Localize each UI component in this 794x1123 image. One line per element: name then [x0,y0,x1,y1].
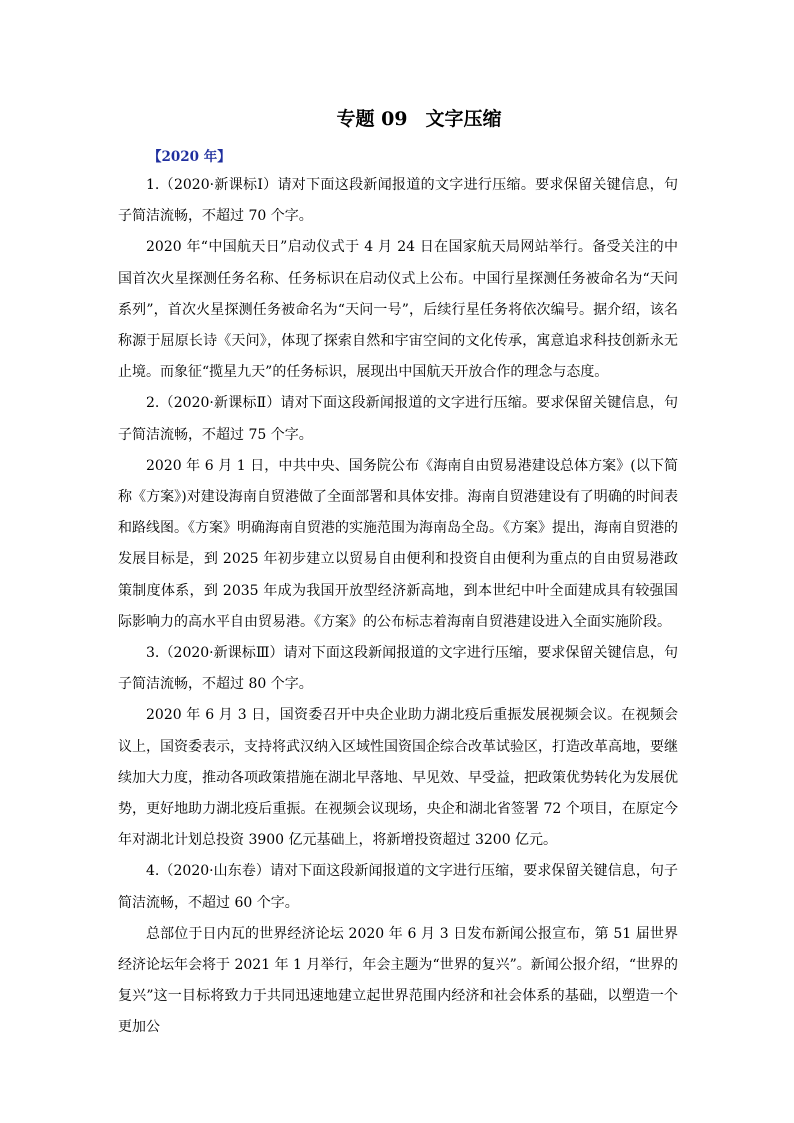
title-name: 文字压缩 [425,108,502,130]
document-body [118,170,678,1044]
question-3-passage: 2020 年 6 月 3 日，国资委召开中央企业助力湖北疫后重振发展视频会议。在视频会议上，国资委表示，支持将武汉纳入区域性国资国企综合改革试验区，打造改革高地，要继续加大力度，推动各项政策措施在湖北早落地、早见效、早受益，把政策优势转化为发展优势，更好地助力湖北疫后重振。在视频会议现场，央企和湖北省签署 72 个项目，在原定今年对湖北计划总投资 3900 亿元基础上，将新增投资超过 3200 亿元。 [118,707,678,849]
question-1-passage: 2020 年“中国航天日”启动仪式于 4 月 24 日在国家航天局网站举行。备受关注的中国首次火星探测任务名称、任务标识在启动仪式上公布。中国行星探测任务被命名为“天问系列”，首次火星探测任务被命名为“天问一号”，后续行星任务将依次编号。据介绍，该名称源于屈原长诗《天问》，体现了探索自然和宇宙空间的文化传承，寓意追求科技创新永无止境。而象征“揽星九天”的任务标识，展现出中国航天开放合作的理念与态度。 [118,239,678,381]
question-4-prompt: 4.（2020·山东卷）请对下面这段新闻报道的文字进行压缩，要求保留关键信息，句子简洁流畅，不超过 60 个字。 [118,863,678,911]
question-4-passage: 总部位于日内瓦的世界经济论坛 2020 年 6 月 3 日发布新闻公报宣布，第 51 届世界经济论坛年会将于 2021 年 1 月举行，年会主题为“世界的复兴”。新闻公报介绍，“世界的复兴”这一目标将致力于共同迅速地建立起世界范围内经济和社会体系的基础，以塑造一个更加公 [118,925,678,1036]
question-2-prompt: 2.（2020·新课标Ⅱ）请对下面这段新闻报道的文字进行压缩。要求保留关键信息，句子简洁流畅，不超过 75 个字。 [118,395,678,443]
question-1-prompt: 1.（2020·新课标Ⅰ）请对下面这段新闻报道的文字进行压缩。要求保留关键信息，句子简洁流畅，不超过 70 个字。 [118,177,678,225]
title-topic: 专题 09 [336,108,408,130]
question-3-prompt: 3.（2020·新课标Ⅲ）请对下面这段新闻报道的文字进行压缩，要求保留关键信息，句子简洁流畅，不超过 80 个字。 [118,645,678,693]
section-year-heading: 【2020 年】 [148,149,231,165]
page-title [0,104,794,131]
question-2-passage: 2020 年 6 月 1 日，中共中央、国务院公布《海南自由贸易港建设总体方案》(以下简称《方案》)对建设海南自贸港做了全面部署和具体安排。海南自贸港建设有了明确的时间表和路线图。《方案》明确海南自贸港的实施范围为海南岛全岛。《方案》提出，海南自贸港的发展目标是，到 2025 年初步建立以贸易自由便利和投资自由便利为重点的自由贸易港政策制度体系，到 2035 年成为我国开放型经济新高地，到本世纪中叶全面建成具有较强国际影响力的高水平自由贸易港。《方案》的公布标志着海南自贸港建设进入全面实施阶段。 [118,457,678,630]
